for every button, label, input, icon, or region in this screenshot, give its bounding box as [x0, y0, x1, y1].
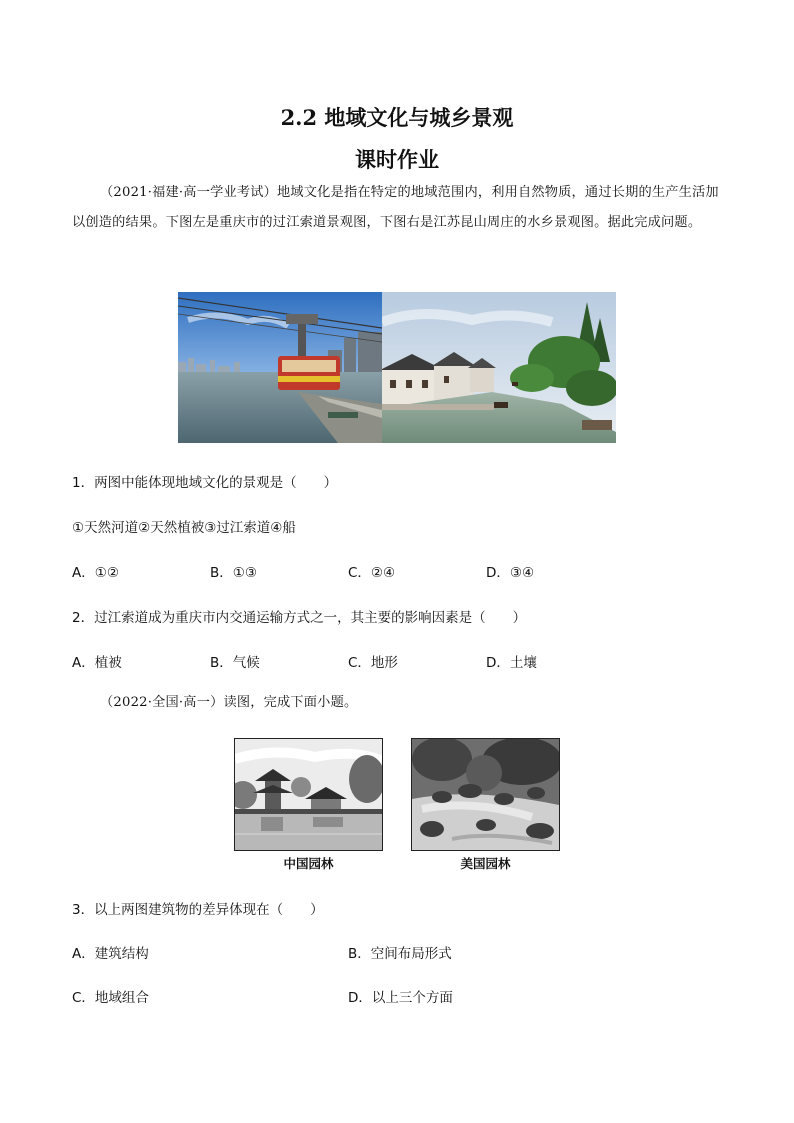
- question-2-option-c[interactable]: C．地形: [348, 655, 398, 671]
- intro-paragraph-1: （2021·福建·高一学业考试）地域文化是指在特定的地域范围内，利用自然物质，通过长期的生产生活加以创造的结果。下图左是重庆市的过江索道景观图，下图右是江苏昆山周庄的水乡景观图。据此完成问题。: [72, 185, 719, 230]
- intro-paragraph-2: （2022·全国·高一）读图，完成下面小题。: [100, 695, 358, 710]
- american-garden-caption: 美国园林: [460, 856, 511, 871]
- question-3-option-c[interactable]: C．地域组合: [72, 990, 149, 1006]
- question-3-option-a[interactable]: A．建筑结构: [72, 946, 149, 962]
- question-3-stem: 3．以上两图建筑物的差异体现在（ ）: [72, 902, 324, 918]
- question-2-option-a[interactable]: A．植被: [72, 655, 122, 671]
- water-town-photo: [382, 292, 616, 443]
- american-garden-photo: [411, 738, 560, 851]
- question-1-statements: ①天然河道②天然植被③过江索道④船: [72, 520, 296, 536]
- question-1-stem: 1．两图中能体现地域文化的景观是（ ）: [72, 475, 338, 491]
- chinese-garden-photo: [234, 738, 383, 851]
- question-1-option-a[interactable]: A．①②: [72, 565, 119, 581]
- chinese-garden-caption: 中国园林: [283, 856, 334, 871]
- document-title: 2.2 地域文化与城乡景观: [280, 105, 514, 130]
- question-1-option-b[interactable]: B．①③: [210, 565, 257, 581]
- question-3-option-b[interactable]: B．空间布局形式: [348, 946, 452, 962]
- question-1-option-d[interactable]: D．③④: [486, 565, 535, 581]
- question-2-option-d[interactable]: D．土壤: [486, 655, 537, 671]
- question-2-option-b[interactable]: B．气候: [210, 655, 260, 671]
- question-3-option-d[interactable]: D．以上三个方面: [348, 990, 453, 1006]
- question-2-stem: 2．过江索道成为重庆市内交通运输方式之一，其主要的影响因素是（ ）: [72, 610, 527, 626]
- cable-car-photo: [178, 292, 382, 443]
- question-1-option-c[interactable]: C．②④: [348, 565, 396, 581]
- document-subtitle: 课时作业: [355, 147, 439, 172]
